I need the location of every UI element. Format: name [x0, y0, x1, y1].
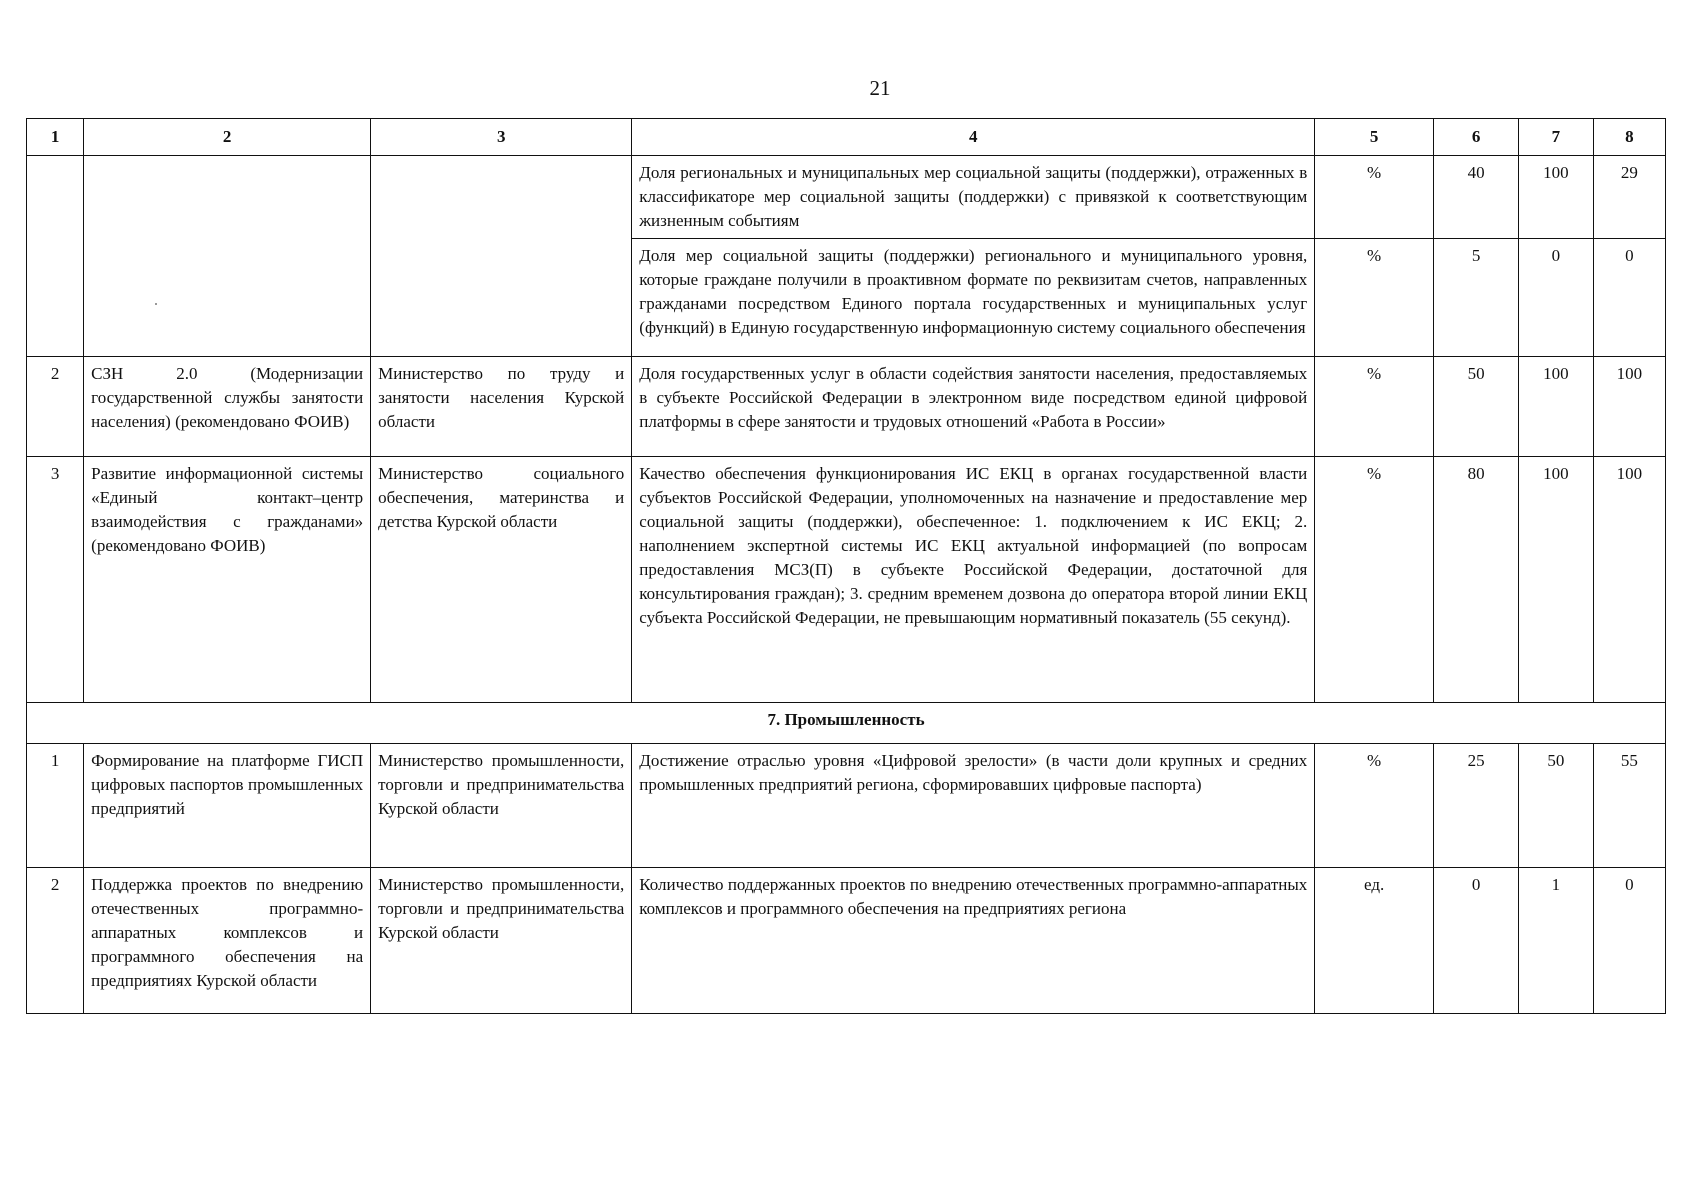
value-8: 100: [1593, 457, 1665, 703]
table-row: [27, 744, 1666, 868]
value-7: 100: [1519, 457, 1593, 703]
value-7: 50: [1519, 744, 1593, 868]
col-header-3: 3: [371, 119, 632, 156]
responsible-body: [371, 156, 632, 357]
value-6: 25: [1433, 744, 1518, 868]
project-name: Поддержка проектов по внедрению отечественных программно-аппаратных комплексов и программного обеспечения на предприятиях Курской области: [84, 868, 371, 1014]
col-header-2: 2: [84, 119, 371, 156]
row-number: 3: [27, 457, 84, 703]
value-7: 1: [1519, 868, 1593, 1014]
indicator-text: Качество обеспечения функционирования ИС ЕКЦ в органах государственной власти субъектов Российской Федерации, уполномоченных на назначение и предоставление мер социальной защиты (поддержки), обеспеченное: 1. подключением к ИС ЕКЦ; 2. наполнением экспертной системы ИС ЕКЦ актуальной информацией (по вопросам предоставления МСЗ(П) в субъекте Российской Федерации, достаточной для консультирования граждан); 3. средним временем дозвона до оператора второй линии ЕКЦ субъекта Российской Федерации, не превышающим нормативный показатель (55 секунд).: [632, 457, 1315, 703]
value-6: 80: [1433, 457, 1518, 703]
unit: ед.: [1315, 868, 1434, 1014]
row-number: 1: [27, 744, 84, 868]
page-number: 21: [869, 76, 891, 100]
value-7: 100: [1519, 156, 1593, 239]
project-name: [84, 156, 371, 357]
value-6: 40: [1433, 156, 1518, 239]
table-row: [27, 457, 1666, 703]
col-header-6: 6: [1433, 119, 1518, 156]
value-6: 5: [1433, 239, 1518, 357]
responsible-body: Министерство по труду и занятости населения Курской области: [371, 357, 632, 457]
project-name: Развитие информационной системы «Единый контакт–центр взаимодействия с гражданами» (рекомендовано ФОИВ): [84, 457, 371, 703]
section-title: 7. Промышленность: [27, 703, 1666, 744]
value-6: 0: [1433, 868, 1518, 1014]
value-8: 0: [1593, 868, 1665, 1014]
section-row: [27, 703, 1666, 744]
unit: %: [1315, 357, 1434, 457]
col-header-5: 5: [1315, 119, 1434, 156]
row-number: 2: [27, 357, 84, 457]
unit: %: [1315, 156, 1434, 239]
project-name: СЗН 2.0 (Модернизации государственной службы занятости населения) (рекомендовано ФОИВ): [84, 357, 371, 457]
responsible-body: Министерство промышленности, торговли и предпринимательства Курской области: [371, 744, 632, 868]
indicator-text: Доля государственных услуг в области содействия занятости населения, предоставляемых в субъекте Российской Федерации в электронном виде посредством единой цифровой платформы в сфере занятости и трудовых отношений «Работа в России»: [632, 357, 1315, 457]
value-6: 50: [1433, 357, 1518, 457]
indicator-text: Доля мер социальной защиты (поддержки) регионального и муниципального уровня, которые граждане получили в проактивном формате по реквизитам счетов, направленных гражданами посредством Единого портала государственных и муниципальных услуг (функций) в Единую государственную информационную систему социального обеспечения: [632, 239, 1315, 357]
col-header-4: 4: [632, 119, 1315, 156]
responsible-body: Министерство промышленности, торговли и предпринимательства Курской области: [371, 868, 632, 1014]
value-8: 29: [1593, 156, 1665, 239]
value-8: 0: [1593, 239, 1665, 357]
table-row: [27, 156, 1666, 239]
col-header-8: 8: [1593, 119, 1665, 156]
responsible-body: Министерство социального обеспечения, материнства и детства Курской области: [371, 457, 632, 703]
unit: %: [1315, 744, 1434, 868]
header-row: [27, 119, 1666, 156]
indicator-text: Количество поддержанных проектов по внедрению отечественных программно-аппаратных комплексов и программного обеспечения на предприятиях региона: [632, 868, 1315, 1014]
value-7: 0: [1519, 239, 1593, 357]
col-header-1: 1: [27, 119, 84, 156]
unit: %: [1315, 457, 1434, 703]
indicator-text: Достижение отраслью уровня «Цифровой зрелости» (в части доли крупных и средних промышленных предприятий региона, сформировавших цифровые паспорта): [632, 744, 1315, 868]
unit: %: [1315, 239, 1434, 357]
row-number: 2: [27, 868, 84, 1014]
project-name: Формирование на платформе ГИСП цифровых паспортов промышленных предприятий: [84, 744, 371, 868]
value-7: 100: [1519, 357, 1593, 457]
value-8: 55: [1593, 744, 1665, 868]
indicator-text: Доля региональных и муниципальных мер социальной защиты (поддержки), отраженных в классификаторе мер социальной защиты (поддержки) с привязкой к соответствующим жизненным событиям: [632, 156, 1315, 239]
indicators-table: [26, 118, 1666, 1014]
table-row: [27, 868, 1666, 1014]
col-header-7: 7: [1519, 119, 1593, 156]
value-8: 100: [1593, 357, 1665, 457]
row-number: [27, 156, 84, 357]
table-row: [27, 357, 1666, 457]
